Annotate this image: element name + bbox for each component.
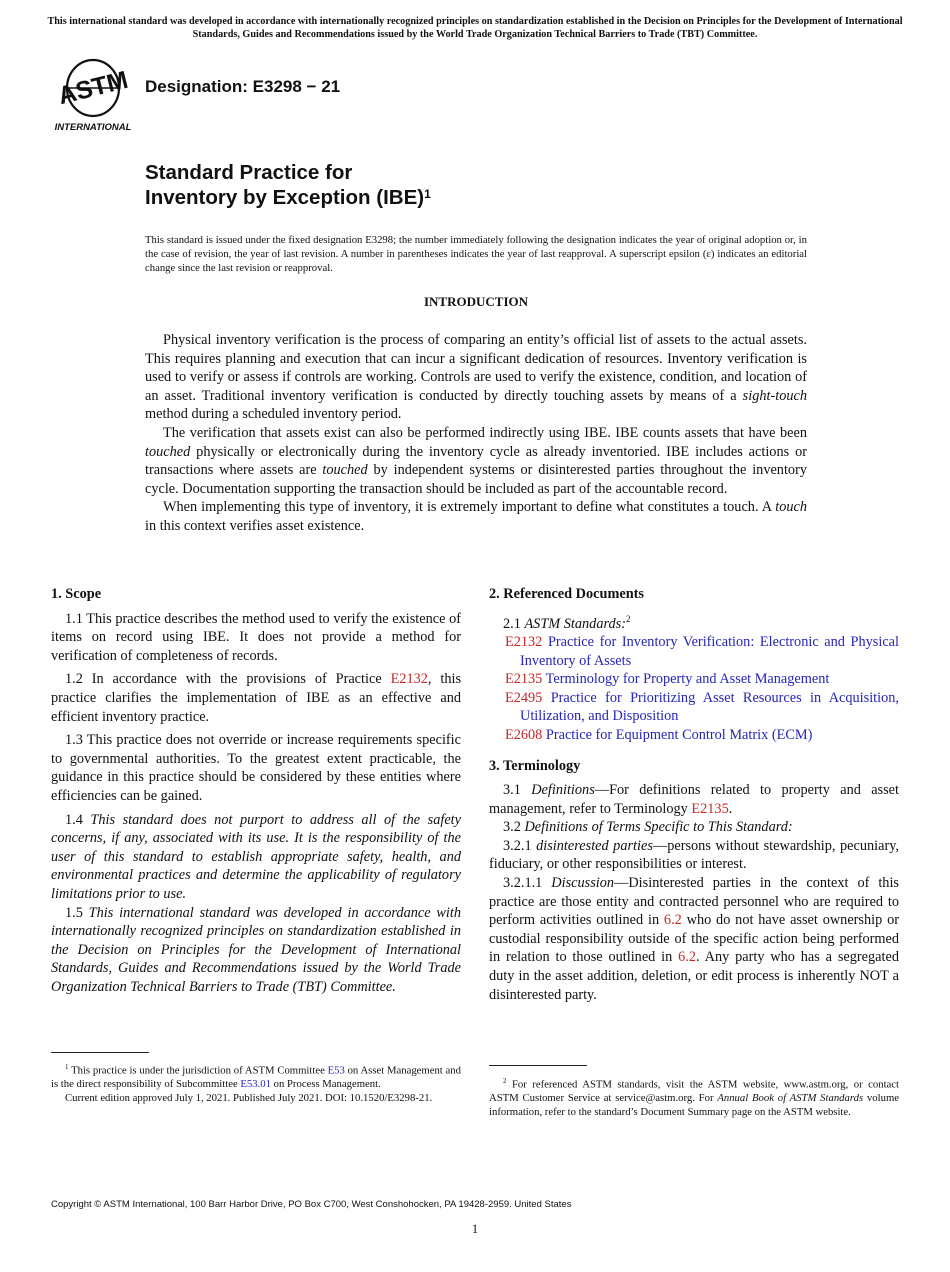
svg-text:INTERNATIONAL: INTERNATIONAL: [54, 122, 132, 133]
issued-note: This standard is issued under the fixed designation E3298; the number immediately following the designation indicates the year of original adoption or, in the case of revision, the year of last revision. A number in parentheses indicates the year of last reapproval. A superscript epsilon (ε) indicates an editorial change since the last revision or reapproval.: [145, 234, 807, 275]
astm-logo: [53, 58, 135, 134]
section-1-3: 1.3 This practice does not override or increase requirements specific to governmental authorities. To the greatest extent practicable, the guidance in this practice should be considered by these entities where efficiencies can be gained.: [51, 732, 461, 804]
section-3-2-1: 3.2.1 disinterested parties—persons without stewardship, pecuniary, fiduciary, or other responsibilities or interest.: [489, 837, 900, 873]
left-column: [51, 585, 461, 996]
referenced-heading: 2. Referenced Documents: [489, 586, 644, 602]
section-1-2: 1.2 In accordance with the provisions of Practice E2132, this practice clarifies the implementation of IBE as an effective and efficient inventory practice.: [51, 671, 462, 725]
section-3-2-1-1: 3.2.1.1 Discussion—Disinterested parties in the context of this practice are those entity and contracted personnel who are required to perform activities outlined in 6.2 who do not have asset ownership or custodial responsibility outside of the specific action being performed in relation to those outlined in 6.2. Any party who has a segregated duty in the asset addition, deletion, or edit process is inherently NOT a disinterested party.: [489, 875, 899, 1003]
ref-item[interactable]: E2132 Practice for Inventory Verification: Electronic and Physical Inventory of Assets: [505, 633, 899, 669]
page-title: Standard Practice for Inventory by Exception (IBE)$^1$: [145, 161, 431, 209]
section-2-1: 2.1 ASTM Standards:$^2$: [503, 613, 631, 632]
footnote-separator: [51, 1052, 149, 1053]
link-6-2[interactable]: 6.2: [678, 949, 696, 966]
introduction-heading: INTRODUCTION: [423, 294, 528, 309]
scope-heading: 1. Scope: [51, 586, 102, 602]
introduction-text: Physical inventory verification is the process of comparing an entity’s official list of assets to the actual assets. This requires planning and execution that can incur a significant dedication of resources. Inventory verification is used to verify or assess if controls are working. Controls are used to verify the existence, condition, and location of an asset. Traditional inventory verification is conducted by directly touching assets by means of a sight-touch method during a scheduled inventory period. The verification that assets exist can also be performed indirectly using IBE. IBE counts assets that have been touched physically or electronically during the inventory cycle as already inventoried. IBE includes actions or transactions where assets are touched by independent systems or disinterested parties throughout the inventory cycle. Documentation supporting the transaction should be included as part of the accountable record. When implementing this type of inventory, it is extremely important to define what constitutes a touch. A touch in this context verifies asset existence.: [145, 332, 807, 534]
link-e53[interactable]: E53: [327, 1064, 345, 1077]
right-column: [489, 585, 899, 1004]
section-3-2: 3.2 Definitions of Terms Specific to This Standard:: [503, 819, 793, 836]
ref-item[interactable]: E2495 Practice for Prioritizing Asset Resources in Acquisition, Utilization, and Disposition: [505, 689, 899, 725]
svg-text:ASTM: ASTM: [55, 65, 131, 111]
section-3-1: 3.1 Definitions—For definitions related to property and asset management, refer to Terminology E2135.: [489, 782, 899, 817]
section-1-4: 1.4 This standard does not purport to address all of the safety concerns, if any, associated with its use. It is the responsibility of the user of this standard to establish appropriate safety, health, and environmental practices and determine the applicability of regulatory limitations prior to use.: [51, 811, 461, 902]
footnote-separator: [489, 1065, 587, 1066]
designation: Designation: E3298 − 21: [145, 77, 341, 96]
terminology-heading: 3. Terminology: [489, 757, 581, 774]
page-number: 1: [471, 1222, 479, 1236]
link-e53-01[interactable]: E53.01: [240, 1078, 271, 1091]
ref-item[interactable]: E2135 Terminology for Property and Asset Management: [505, 671, 830, 688]
link-e2135[interactable]: E2135: [691, 800, 729, 817]
link-6-2[interactable]: 6.2: [663, 912, 682, 929]
link-e2132[interactable]: E2132: [390, 671, 428, 688]
section-1-5: 1.5 This international standard was developed in accordance with internationally recognized principles on standardization established in the Decision on Principles for the Development of International Standards, Guides and Recommendations issued by the World Trade Organization Technical Barriers to Trade (TBT) Committee.: [51, 904, 461, 995]
ref-item[interactable]: E2608 Practice for Equipment Control Matrix (ECM): [505, 726, 813, 743]
copyright: Copyright © ASTM International, 100 Barr Harbor Drive, PO Box C700, West Conshohocken, PA 19428-2959. United States: [51, 1199, 572, 1210]
footnote-1: $^1$ This practice is under the jurisdiction of ASTM Committee E53 on Asset Management and is the direct responsibility of Subcommittee E53.01 on Process Management. Current edition approved July 1, 2021. Published July 2021. DOI: 10.1520/E3298-21.: [51, 1063, 461, 1105]
top-note: This international standard was developed in accordance with internationally recognized principles on standardization established in the Decision on Principles for the Development of International Standards, Guides and Recommendations issued by the World Trade Organization Technical Barriers to Trade (TBT) Committee.: [47, 16, 903, 40]
footnote-2: $^2$ For referenced ASTM standards, visit the ASTM website, www.astm.org, or contact ASTM Customer Service at service@astm.org. For Annual Book of ASTM Standards volume information, refer to the standard’s Document Summary page on the ASTM website.: [489, 1077, 899, 1119]
section-1-1: 1.1 This practice describes the method used to verify the existence of items on record using IBE. It does not provide a method for verification of completeness of records.: [51, 610, 461, 664]
